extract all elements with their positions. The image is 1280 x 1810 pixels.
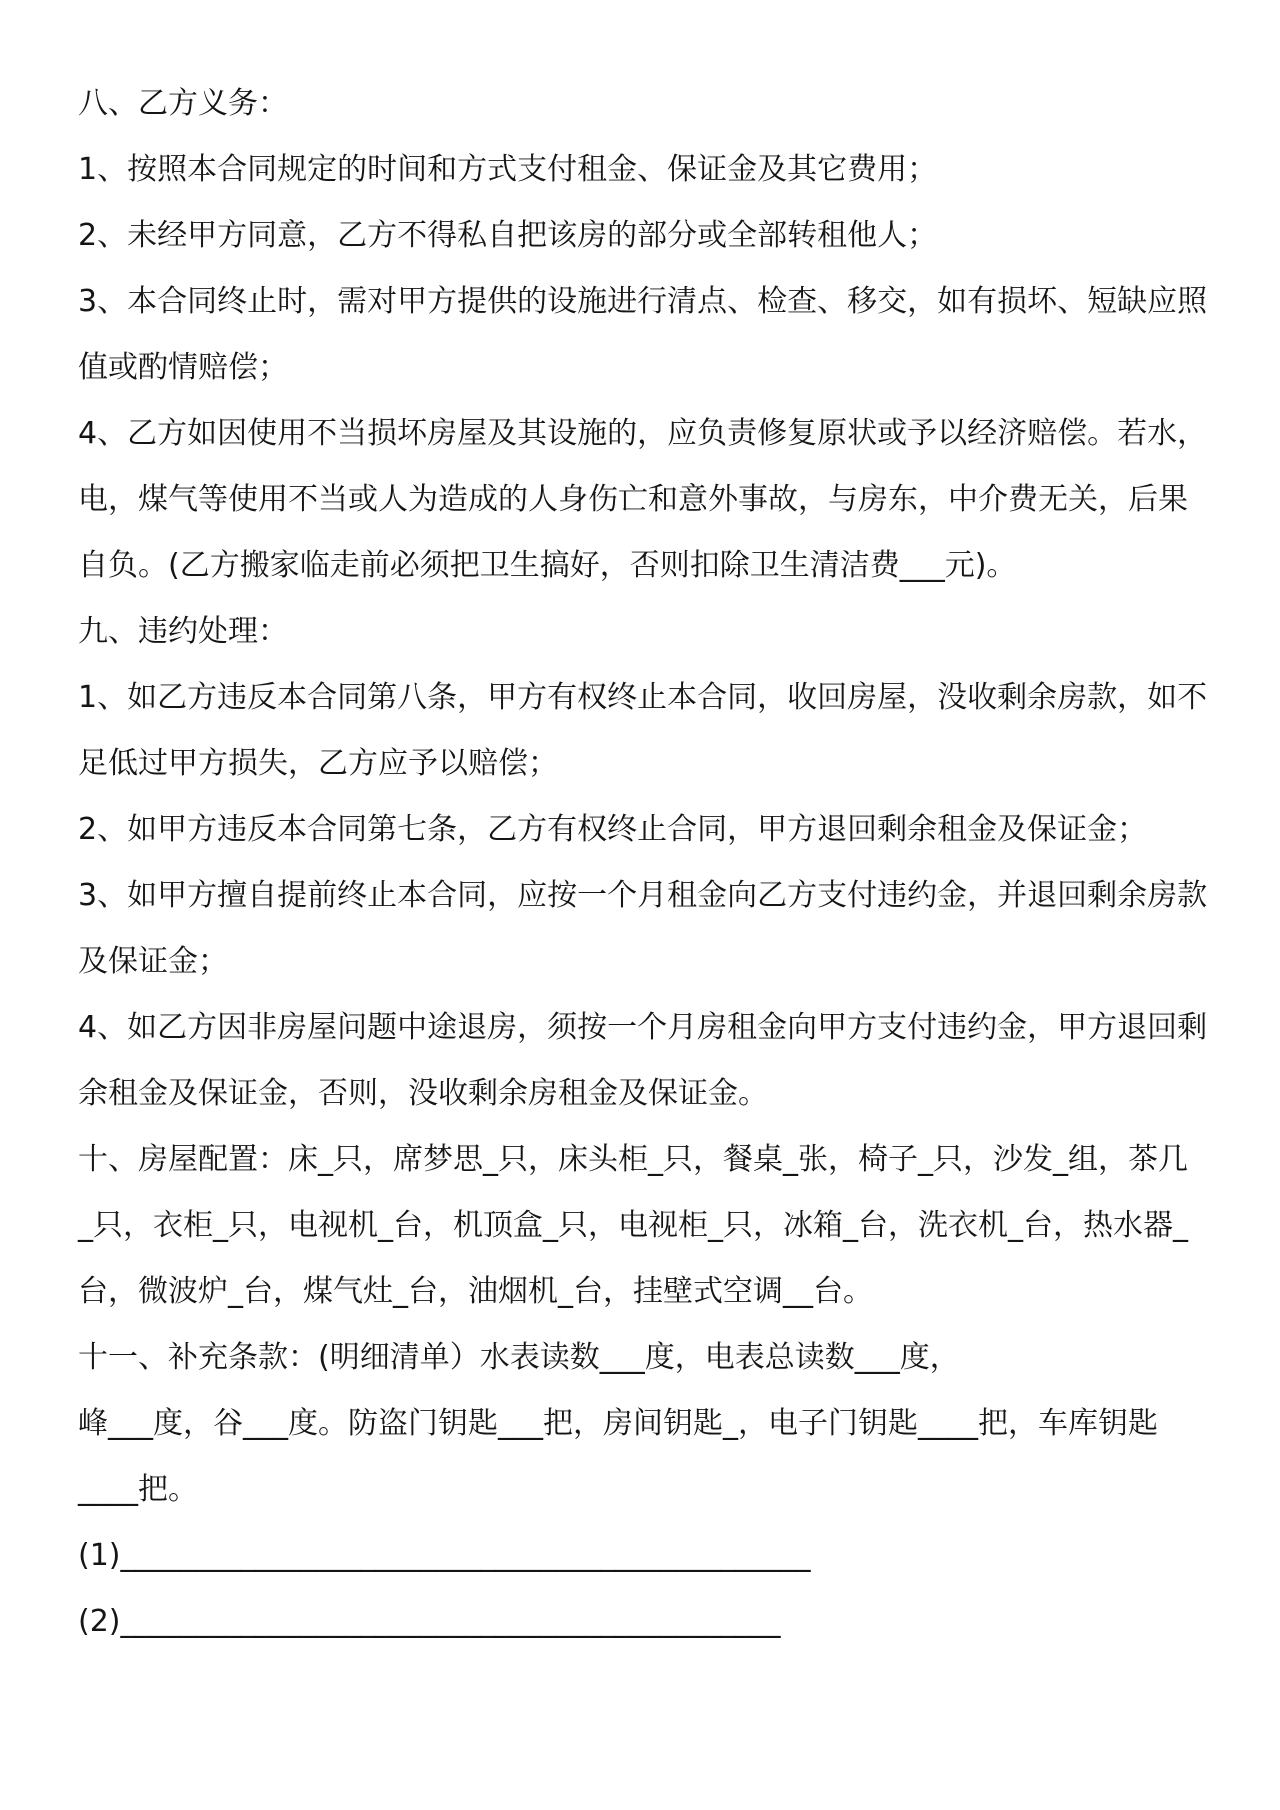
clause-8-3-line-1: 3、本合同终止时，需对甲方提供的设施进行清点、检查、移交，如有损坏、短缺应照 <box>78 284 1208 319</box>
section-11-line-1: 十一、补充条款：(明细清单）水表读数___度，电表总读数___度， <box>78 1340 960 1375</box>
blank-item-2: (2)____________________________________________ <box>78 1604 781 1639</box>
clause-8-4-line-3: 自负。(乙方搬家临走前必须把卫生搞好，否则扣除卫生清洁费___元)。 <box>78 548 1017 583</box>
section-10-line-2: _只，衣柜_只，电视机_台，机顶盒_只，电视柜_只，冰箱_台，洗衣机_台，热水器_ <box>78 1208 1188 1243</box>
section-9-heading: 九、违约处理： <box>78 614 288 649</box>
clause-8-1: 1、按照本合同规定的时间和方式支付租金、保证金及其它费用； <box>78 152 938 187</box>
section-10-line-1: 十、房屋配置：床_只，席梦思_只，床头柜_只，餐桌_张，椅子_只，沙发_组，茶几 <box>78 1142 1188 1177</box>
clause-8-4-line-2: 电，煤气等使用不当或人为造成的人身伤亡和意外事故，与房东，中介费无关，后果 <box>78 482 1188 517</box>
clause-8-4-line-1: 4、乙方如因使用不当损坏房屋及其设施的，应负责修复原状或予以经济赔偿。若水， <box>78 416 1208 451</box>
clause-9-3-line-1: 3、如甲方擅自提前终止本合同，应按一个月租金向乙方支付违约金，并退回剩余房款 <box>78 878 1208 913</box>
clause-8-3-line-2: 值或酌情赔偿； <box>78 350 288 385</box>
section-10-line-3: 台，微波炉_台，煤气灶_台，油烟机_台，挂壁式空调__台。 <box>78 1274 873 1309</box>
clause-9-3-line-2: 及保证金； <box>78 944 228 979</box>
clause-9-1-line-1: 1、如乙方违反本合同第八条，甲方有权终止本合同，收回房屋，没收剩余房款，如不 <box>78 680 1208 715</box>
clause-9-4-line-2: 余租金及保证金，否则，没收剩余房租金及保证金。 <box>78 1076 768 1111</box>
clause-9-4-line-1: 4、如乙方因非房屋问题中途退房，须按一个月房租金向甲方支付违约金，甲方退回剩 <box>78 1010 1208 1045</box>
section-11-line-2: 峰___度，谷___度。防盗门钥匙___把，房间钥匙_，电子门钥匙____把，车库钥匙 <box>78 1406 1158 1441</box>
section-11-line-3: ____把。 <box>78 1472 198 1507</box>
clause-9-1-line-2: 足低过甲方损失，乙方应予以赔偿； <box>78 746 558 781</box>
blank-item-1: (1)______________________________________________ <box>78 1538 811 1573</box>
clause-8-2: 2、未经甲方同意，乙方不得私自把该房的部分或全部转租他人； <box>78 218 938 253</box>
section-8-heading: 八、乙方义务： <box>78 86 288 121</box>
clause-9-2: 2、如甲方违反本合同第七条，乙方有权终止合同，甲方退回剩余租金及保证金； <box>78 812 1148 847</box>
